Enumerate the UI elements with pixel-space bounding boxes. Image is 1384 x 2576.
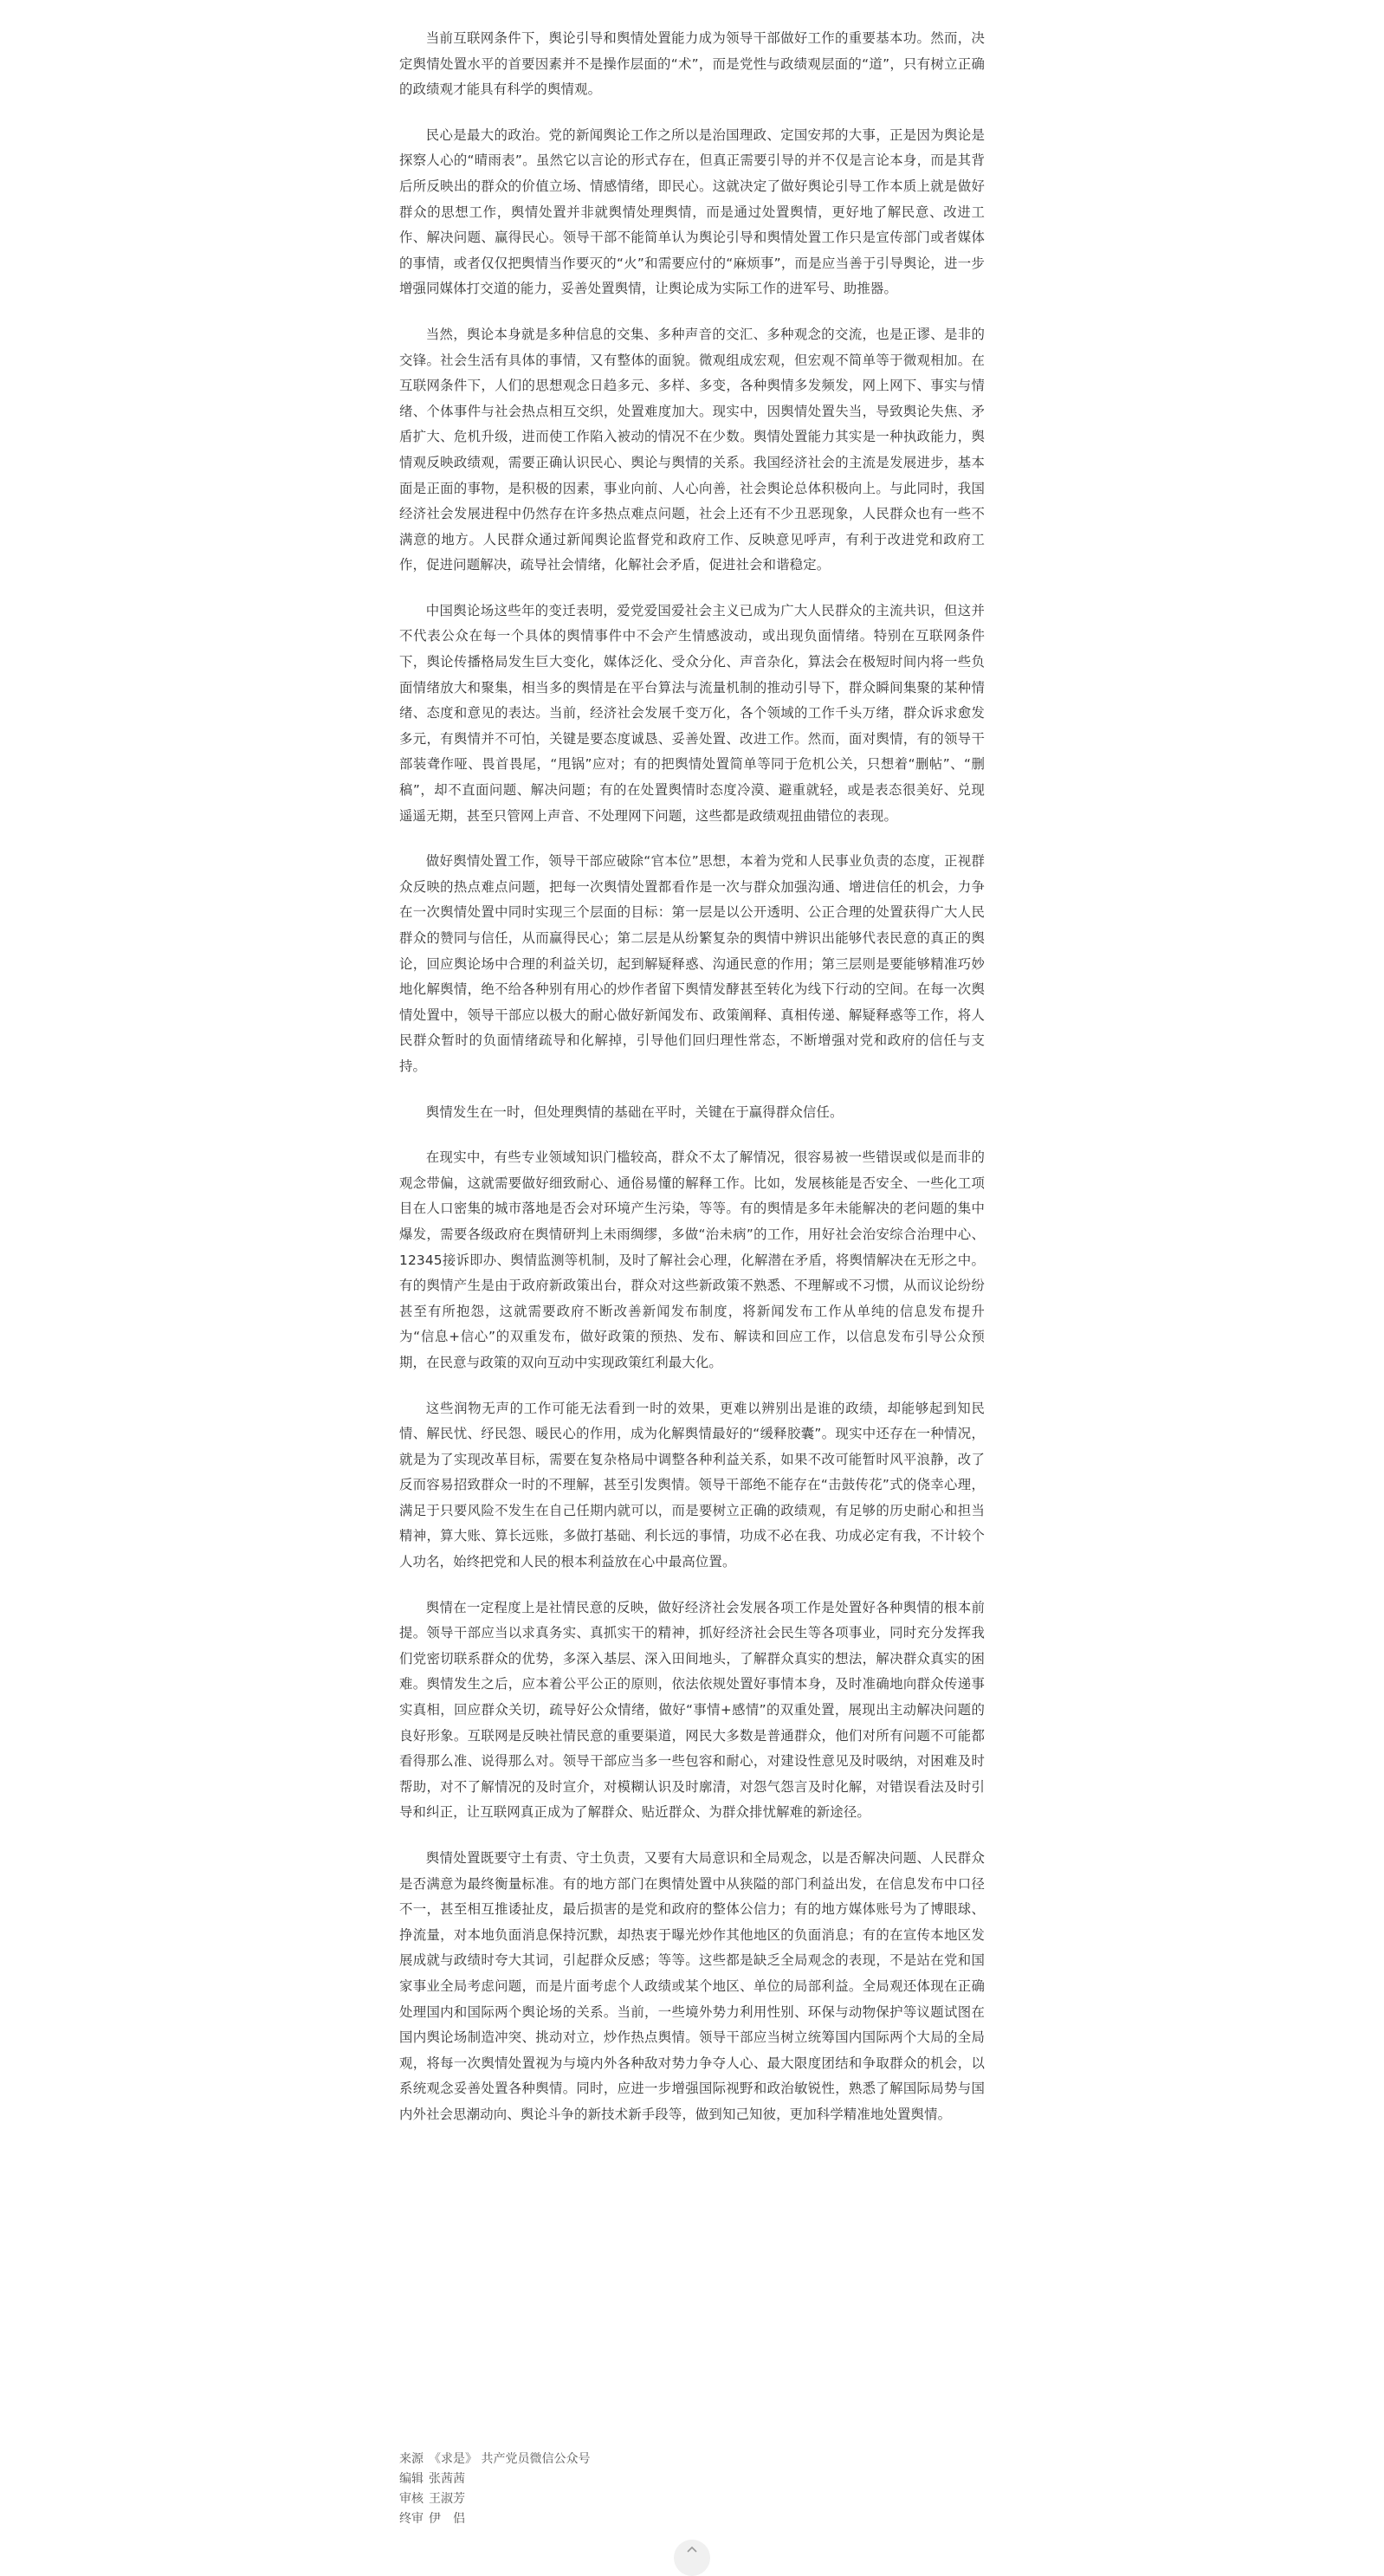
back-to-top-button[interactable] <box>674 2540 710 2576</box>
article-paragraph: 在现实中，有些专业领域知识门槛较高，群众不太了解情况，很容易被一些错误或似是而非的观念带偏，这就需要做好细致耐心、通俗易懂的解释工作。比如，发展核能是否安全、一些化工项目在人口密集的城市落地是否会对环境产生污染，等等。有的舆情是多年未能解决的老问题的集中爆发，需要各级政府在舆情研判上未雨绸缪，多做“治未病”的工作，用好社会治安综合治理中心、12345接诉即办、舆情监测等机制，及时了解社会心理，化解潜在矛盾，将舆情解决在无形之中。有的舆情产生是由于政府新政策出台，群众对这些新政策不熟悉、不理解或不习惯，从而议论纷纷甚至有所抱怨，这就需要政府不断改善新闻发布制度，将新闻发布工作从单纯的信息发布提升为“信息+信心”的双重发布，做好政策的预热、发布、解读和回应工作，以信息发布引导公众预期，在民意与政策的双向互动中实现政策红利最大化。 <box>399 1149 985 1370</box>
article-paragraph: 民心是最大的政治。党的新闻舆论工作之所以是治国理政、定国安邦的大事，正是因为舆论是探察人心的“晴雨表”。虽然它以言论的形式存在，但真正需要引导的并不仅是言论本身，而是其背后所反映出的群众的价值立场、情感情绪，即民心。这就决定了做好舆论引导工作本质上就是做好群众的思想工作，舆情处置并非就舆情处理舆情，而是通过处置舆情，更好地了解民意、改进工作、解决问题、赢得民心。领导干部不能简单认为舆论引导和舆情处置工作只是宣传部门或者媒体的事情，或者仅仅把舆情当作要灭的“火”和需要应付的“麻烦事”，而是应当善于引导舆论，进一步增强同媒体打交道的能力，妥善处置舆情，让舆论成为实际工作的进军号、助推器。 <box>399 126 985 297</box>
article-body <box>399 26 985 2148</box>
article-paragraph: 当前互联网条件下，舆论引导和舆情处置能力成为领导干部做好工作的重要基本功。然而，决定舆情处置水平的首要因素并不是操作层面的“术”，而是党性与政绩观层面的“道”，只有树立正确的政绩观才能具有科学的舆情观。 <box>399 30 985 98</box>
article-paragraph: 中国舆论场这些年的变迁表明，爱党爱国爱社会主义已成为广大人民群众的主流共识，但这并不代表公众在每一个具体的舆情事件中不会产生情感波动，或出现负面情绪。特别在互联网条件下，舆论传播格局发生巨大变化，媒体泛化、受众分化、声音杂化，算法会在极短时间内将一些负面情绪放大和聚集，相当多的舆情是在平台算法与流量机制的推动引导下，群众瞬间集聚的某种情绪、态度和意见的表达。当前，经济社会发展千变万化，各个领域的工作千头万绪，群众诉求愈发多元，有舆情并不可怕，关键是要态度诚恳、妥善处置、改进工作。然而，面对舆情，有的领导干部装聋作哑、畏首畏尾，“甩锅”应对；有的把舆情处置简单等同于危机公关，只想着“删帖”、“删稿”，却不直面问题、解决问题；有的在处置舆情时态度冷漠、避重就轻，或是表态很美好、兑现遥遥无期，甚至只管网上声音、不处理网下问题，这些都是政绩观扭曲错位的表现。 <box>399 602 985 824</box>
credit-reviewer <box>399 2489 659 2509</box>
article-paragraph: 舆情在一定程度上是社情民意的反映，做好经济社会发展各项工作是处置好各种舆情的根本前提。领导干部应当以求真务实、真抓实干的精神，抓好经济社会民生等各项事业，同时充分发挥我们党密切联系群众的优势，多深入基层、深入田间地头，了解群众真实的想法，解决群众真实的困难。舆情发生之后，应本着公平公正的原则，依法依规处置好事情本身，及时准确地向群众传递事实真相，回应群众关切，疏导好公众情绪，做好“事情+感情”的双重处置，展现出主动解决问题的良好形象。互联网是反映社情民意的重要渠道，网民大多数是普通群众，他们对所有问题不可能都看得那么准、说得那么对。领导干部应当多一些包容和耐心，对建设性意见及时吸纳，对困难及时帮助，对不了解情况的及时宣介，对模糊认识及时廓清，对怨气怨言及时化解，对错误看法及时引导和纠正，让互联网真正成为了解群众、贴近群众、为群众排忧解难的新途径。 <box>399 1599 985 1821</box>
article-paragraph: 这些润物无声的工作可能无法看到一时的效果，更难以辨别出是谁的政绩，却能够起到知民情、解民忧、纾民怨、暖民心的作用，成为化解舆情最好的“缓释胶囊”。现实中还存在一种情况，就是为了实现改革目标，需要在复杂格局中调整各种利益关系，如果不改可能暂时风平浪静，改了反而容易招致群众一时的不理解，甚至引发舆情。领导干部绝不能存在“击鼓传花”式的侥幸心理，满足于只要风险不发生在自己任期内就可以，而是要树立正确的政绩观，有足够的历史耐心和担当精神，算大账、算长远账，多做打基础、利长远的事情，功成不必在我、功成必定有我，不计较个人功名，始终把党和人民的根本利益放在心中最高位置。 <box>399 1400 985 1570</box>
credit-source-value: 《求是》 共产党员微信公众号 <box>429 2452 591 2466</box>
credit-source-label: 来源 <box>399 2452 424 2466</box>
chevron-up-icon <box>686 2540 698 2557</box>
credit-reviewer-label: 审核 <box>399 2492 424 2506</box>
credit-editor <box>399 2469 659 2489</box>
credit-source <box>399 2450 659 2469</box>
credit-reviewer-value: 王淑芳 <box>429 2492 465 2506</box>
article-paragraph: 当然，舆论本身就是多种信息的交集、多种声音的交汇、多种观念的交流，也是正谬、是非的交锋。社会生活有具体的事情，又有整体的面貌。微观组成宏观，但宏观不简单等于微观相加。在互联网条件下，人们的思想观念日趋多元、多样、多变，各种舆情多发频发，网上网下、事实与情绪、个体事件与社会热点相互交织，处置难度加大。现实中，因舆情处置失当，导致舆论失焦、矛盾扩大、危机升级，进而使工作陷入被动的情况不在少数。舆情处置能力其实是一种执政能力，舆情观反映政绩观，需要正确认识民心、舆论与舆情的关系。我国经济社会的主流是发展进步，基本面是正面的事物，是积极的因素，事业向前、人心向善，社会舆论总体积极向上。与此同时，我国经济社会发展进程中仍然存在许多热点难点问题，社会上还有不少丑恶现象，人民群众也有一些不满意的地方。人民群众通过新闻舆论监督党和政府工作、反映意见呼声，有利于改进党和政府工作，促进问题解决，疏导社会情绪，化解社会矛盾，促进社会和谐稳定。 <box>399 326 985 573</box>
credit-editor-value: 张茜茜 <box>429 2472 465 2486</box>
credit-final-reviewer-label: 终审 <box>399 2512 424 2526</box>
credit-editor-label: 编辑 <box>399 2472 424 2486</box>
article-paragraph: 做好舆情处置工作，领导干部应破除“官本位”思想，本着为党和人民事业负责的态度，正视群众反映的热点难点问题，把每一次舆情处置都看作是一次与群众加强沟通、增进信任的机会，力争在一次舆情处置中同时实现三个层面的目标：第一层是以公开透明、公正合理的处置获得广大人民群众的赞同与信任，从而赢得民心；第二层是从纷繁复杂的舆情中辨识出能够代表民意的真正的舆论，回应舆论场中合理的利益关切，起到解疑释惑、沟通民意的作用；第三层则是要能够精准巧妙地化解舆情，绝不给各种别有用心的炒作者留下舆情发酵甚至转化为线下行动的空间。在每一次舆情处置中，领导干部应以极大的耐心做好新闻发布、政策阐释、真相传递、解疑释惑等工作，将人民群众暂时的负面情绪疏导和化解掉，引导他们回归理性常态，不断增强对党和政府的信任与支持。 <box>399 853 985 1074</box>
article-paragraph: 舆情处置既要守土有责、守土负责，又要有大局意识和全局观念，以是否解决问题、人民群众是否满意为最终衡量标准。有的地方部门在舆情处置中从狭隘的部门利益出发，在信息发布中口径不一，甚至相互推诿扯皮，最后损害的是党和政府的整体公信力；有的地方媒体账号为了博眼球、挣流量，对本地负面消息保持沉默，却热衷于曝光炒作其他地区的负面消息；有的在宣传本地区发展成就与政绩时夸大其词，引起群众反感；等等。这些都是缺乏全局观念的表现，不是站在党和国家事业全局考虑问题，而是片面考虑个人政绩或某个地区、单位的局部利益。全局观还体现在正确处理国内和国际两个舆论场的关系。当前，一些境外势力利用性别、环保与动物保护等议题试图在国内舆论场制造冲突、挑动对立，炒作热点舆情。领导干部应当树立统筹国内国际两个大局的全局观，将每一次舆情处置视为与境内外各种敌对势力争夺人心、最大限度团结和争取群众的机会，以系统观念妥善处置各种舆情。同时，应进一步增强国际视野和政治敏锐性，熟悉了解国际局势与国内外社会思潮动向、舆论斗争的新技术新手段等，做到知己知彼，更加科学精准地处置舆情。 <box>399 1850 985 2122</box>
article-credits <box>399 2450 659 2529</box>
article-paragraph: 舆情发生在一时，但处理舆情的基础在平时，关键在于赢得群众信任。 <box>425 1104 844 1120</box>
credit-final-reviewer-value: 伊 侣 <box>429 2512 465 2526</box>
credit-final-reviewer <box>399 2509 659 2529</box>
